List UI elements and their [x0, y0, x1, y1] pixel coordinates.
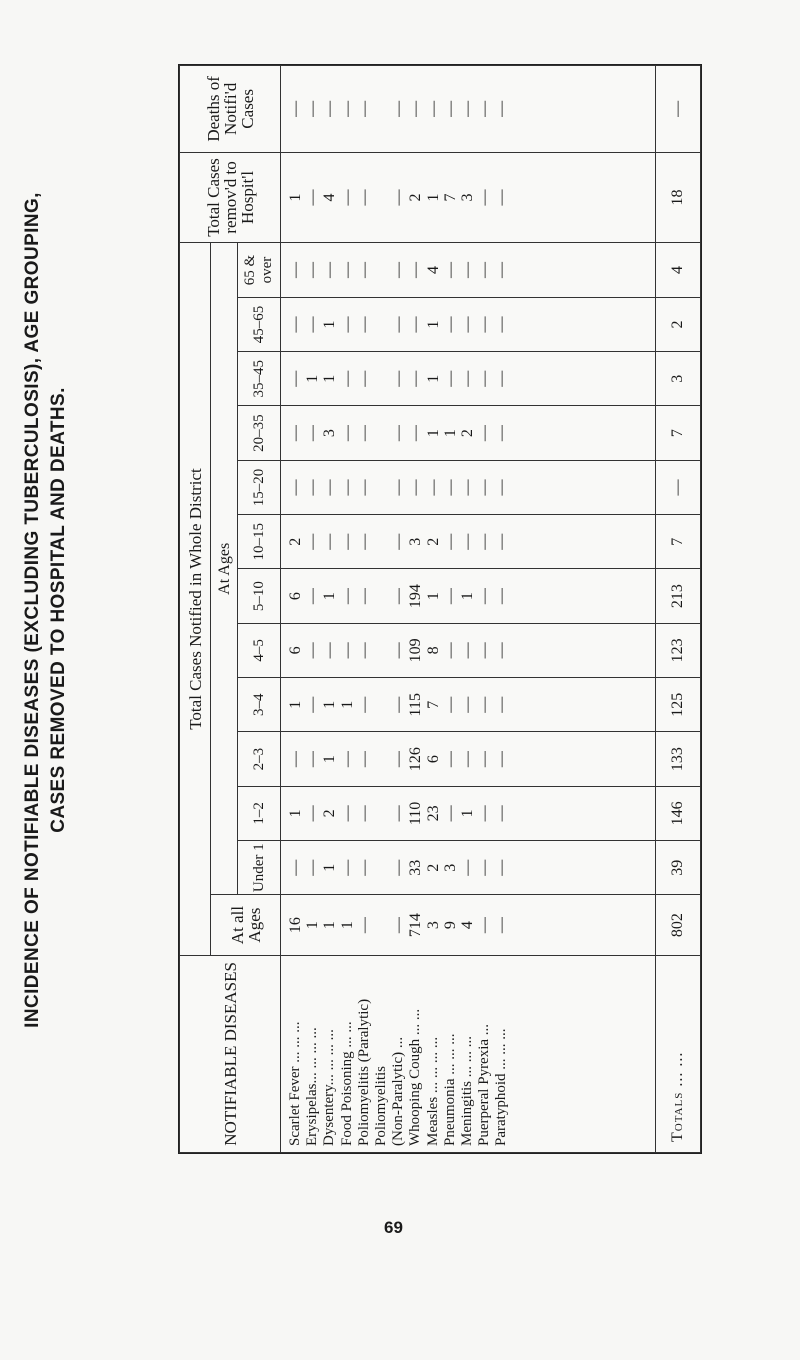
age-column-header: 20–35: [238, 406, 281, 460]
total-value: 3: [656, 352, 701, 406]
cell-value: 33: [407, 859, 425, 876]
total-value: 133: [656, 732, 701, 786]
cell-value: —: [476, 588, 494, 605]
header-removed-to-hospital: Total Cases remov'd to Hospit'l: [180, 152, 281, 243]
disease-name: Scarlet Fever ... ... ...: [287, 1021, 303, 1146]
cell-value: 1: [304, 921, 322, 930]
cell-value: 4: [321, 193, 339, 202]
cell-value: —: [458, 696, 476, 713]
cell-value: —: [338, 805, 356, 822]
disease-name: (Non-Paralytic) ...: [390, 1036, 407, 1146]
cell-value: —: [304, 262, 322, 279]
header-total-cases: Total Cases Notified in Whole District: [180, 243, 211, 956]
cell-value: —: [493, 100, 511, 117]
cell-value: 1: [321, 863, 339, 872]
value-column: [281, 678, 656, 732]
disease-name: Poliomyelitis (Paralytic): [355, 998, 372, 1146]
cell-value: —: [476, 316, 494, 333]
cell-value: —: [321, 642, 339, 659]
cell-value: —: [476, 751, 494, 768]
cell-value: —: [338, 370, 356, 387]
cell-value: —: [390, 533, 408, 550]
page-number: 69: [384, 1218, 403, 1237]
cell-value: 1: [321, 374, 339, 383]
cell-value: —: [407, 425, 425, 442]
cell-value: 1: [321, 700, 339, 709]
cell-value: —: [287, 100, 304, 117]
cell-value: —: [355, 859, 373, 876]
header-at-ages: At Ages: [211, 243, 238, 895]
cell-value: —: [476, 189, 494, 206]
cell-value: 4: [424, 266, 442, 275]
cell-value: —: [493, 917, 511, 934]
value-column: [281, 297, 656, 351]
cell-value: 1: [287, 700, 304, 709]
cell-value: 1: [424, 429, 442, 438]
cell-value: 1: [321, 592, 339, 601]
cell-value: —: [321, 479, 339, 496]
cell-value: —: [338, 100, 356, 117]
cell-value: —: [476, 425, 494, 442]
age-column-header: 10–15: [238, 515, 281, 569]
cell-value: —: [390, 479, 408, 496]
cell-value: —: [458, 533, 476, 550]
cell-value: —: [338, 642, 356, 659]
cell-value: 1: [287, 193, 304, 202]
cell-value: —: [458, 859, 476, 876]
disease-name: Puerperal Pyrexia ...: [476, 1023, 493, 1146]
cell-value: 3: [407, 537, 425, 546]
cell-value: 2: [287, 537, 304, 546]
cell-value: 1: [338, 921, 356, 930]
cell-value: —: [287, 425, 304, 442]
statistics-table-frame: [178, 64, 702, 1154]
cell-value: —: [338, 533, 356, 550]
cell-value: [373, 571, 390, 620]
cell-value: 3: [424, 921, 442, 930]
notifiable-diseases-table: [179, 65, 701, 1153]
cell-value: —: [355, 533, 373, 550]
cell-value: —: [441, 533, 459, 550]
cell-value: 1: [424, 320, 442, 329]
cell-value: 1: [321, 320, 339, 329]
value-column: [281, 243, 656, 298]
cell-value: —: [407, 262, 425, 279]
cell-value: —: [355, 479, 373, 496]
total-value: 213: [656, 569, 701, 623]
cell-value: —: [390, 262, 408, 279]
cell-value: —: [424, 100, 442, 117]
value-column: [281, 732, 656, 786]
cell-value: —: [355, 751, 373, 768]
cell-value: 3: [458, 193, 476, 202]
total-value: 123: [656, 623, 701, 677]
cell-value: —: [304, 588, 322, 605]
total-value: —: [656, 66, 701, 153]
cell-value: —: [476, 100, 494, 117]
cell-value: —: [441, 642, 459, 659]
cell-value: 110: [407, 801, 425, 826]
cell-value: —: [304, 100, 322, 117]
age-column-header: 5–10: [238, 569, 281, 623]
cell-value: —: [390, 751, 408, 768]
cell-value: —: [287, 751, 304, 768]
value-column: [281, 515, 656, 569]
cell-value: —: [338, 588, 356, 605]
disease-name: Measles ... ... ... ...: [424, 1036, 441, 1146]
age-column-header: 3–4: [238, 678, 281, 732]
cell-value: [373, 897, 390, 952]
cell-value: —: [493, 262, 511, 279]
total-value: 4: [656, 243, 701, 298]
cell-value: —: [321, 533, 339, 550]
cell-value: —: [493, 588, 511, 605]
cell-value: 3: [321, 429, 339, 438]
total-value: 2: [656, 297, 701, 351]
header-deaths: Deaths of Notifi'd Cases: [180, 66, 281, 153]
cell-value: —: [338, 859, 356, 876]
cell-value: —: [390, 642, 408, 659]
cell-value: —: [458, 262, 476, 279]
total-value: 146: [656, 786, 701, 840]
cell-value: [373, 626, 390, 675]
cell-value: —: [390, 316, 408, 333]
cell-value: [373, 155, 390, 241]
cell-value: 7: [441, 193, 459, 202]
cell-value: —: [407, 370, 425, 387]
cell-value: —: [338, 316, 356, 333]
cell-value: —: [441, 370, 459, 387]
cell-value: 194: [407, 584, 425, 609]
cell-value: —: [304, 696, 322, 713]
cell-value: 126: [407, 747, 425, 772]
cell-value: [373, 517, 390, 566]
age-column-header: Under 1: [238, 841, 281, 895]
value-column: [281, 460, 656, 514]
cell-value: —: [390, 917, 408, 934]
cell-value: 1: [321, 755, 339, 764]
cell-value: —: [407, 100, 425, 117]
cell-value: —: [458, 751, 476, 768]
cell-value: —: [355, 100, 373, 117]
cell-value: 6: [287, 592, 304, 601]
cell-value: [373, 300, 390, 349]
disease-name: Dysentery... ... ... ...: [321, 1029, 338, 1146]
cell-value: —: [493, 533, 511, 550]
cell-value: —: [493, 370, 511, 387]
title-line-2: CASES REMOVED TO HOSPITAL AND DEATHS.: [48, 387, 69, 833]
totals-label: Totals ... ...: [656, 955, 701, 1152]
cell-value: 115: [407, 693, 425, 717]
disease-name: Whooping Cough ... ...: [407, 1008, 424, 1146]
cell-value: —: [476, 805, 494, 822]
cell-value: [373, 408, 390, 457]
cell-value: —: [304, 751, 322, 768]
cell-value: 1: [424, 193, 442, 202]
value-column: [281, 352, 656, 406]
cell-value: —: [338, 751, 356, 768]
totals-row: [656, 66, 701, 1153]
cell-value: 1: [424, 374, 442, 383]
cell-value: —: [321, 262, 339, 279]
cell-value: —: [304, 859, 322, 876]
cell-value: 2: [424, 863, 442, 872]
cell-value: —: [304, 316, 322, 333]
page-title: [20, 60, 72, 1160]
cell-value: —: [287, 316, 304, 333]
total-value: 125: [656, 678, 701, 732]
cell-value: 1: [424, 592, 442, 601]
disease-name: Food Poisoning ... ...: [338, 1021, 355, 1146]
cell-value: —: [441, 316, 459, 333]
cell-value: —: [493, 316, 511, 333]
cell-value: —: [287, 859, 304, 876]
age-column-header: 2–3: [238, 732, 281, 786]
cell-value: —: [493, 189, 511, 206]
cell-value: —: [390, 189, 408, 206]
total-value: 7: [656, 515, 701, 569]
cell-value: 9: [441, 921, 459, 930]
value-column: [281, 569, 656, 623]
cell-value: —: [493, 696, 511, 713]
cell-value: —: [355, 696, 373, 713]
cell-value: —: [338, 262, 356, 279]
cell-value: —: [476, 262, 494, 279]
cell-value: —: [476, 642, 494, 659]
cell-value: 2: [407, 193, 425, 202]
cell-value: 1: [441, 429, 459, 438]
cell-value: 7: [424, 700, 442, 709]
cell-value: —: [407, 316, 425, 333]
cell-value: —: [355, 917, 373, 934]
cell-value: —: [287, 479, 304, 496]
total-value: 7: [656, 406, 701, 460]
cell-value: [373, 354, 390, 403]
value-column: [281, 152, 656, 243]
cell-value: —: [355, 262, 373, 279]
cell-value: —: [304, 805, 322, 822]
cell-value: 1: [458, 809, 476, 818]
cell-value: —: [441, 588, 459, 605]
cell-value: —: [390, 425, 408, 442]
cell-value: —: [458, 316, 476, 333]
age-column-header: 15–20: [238, 460, 281, 514]
cell-value: 2: [321, 809, 339, 818]
cell-value: —: [493, 805, 511, 822]
cell-value: —: [355, 370, 373, 387]
cell-value: —: [355, 189, 373, 206]
cell-value: —: [355, 316, 373, 333]
cell-value: —: [493, 642, 511, 659]
cell-value: —: [390, 805, 408, 822]
data-row: [281, 66, 656, 1153]
age-column-header: 65 & over: [238, 243, 281, 298]
age-column-header: 35–45: [238, 352, 281, 406]
cell-value: 1: [287, 809, 304, 818]
cell-value: —: [493, 751, 511, 768]
cell-value: 2: [424, 537, 442, 546]
cell-value: —: [493, 425, 511, 442]
cell-value: —: [390, 859, 408, 876]
cell-value: [373, 245, 390, 295]
cell-value: 16: [287, 917, 304, 934]
disease-names: [281, 955, 656, 1152]
cell-value: —: [476, 370, 494, 387]
disease-name: Pneumonia ... ... ...: [441, 1033, 458, 1146]
cell-value: —: [355, 642, 373, 659]
disease-name: Poliomyelitis: [372, 1065, 389, 1146]
total-value: —: [656, 460, 701, 514]
cell-value: —: [338, 189, 356, 206]
cell-value: [373, 68, 390, 150]
cell-value: —: [390, 100, 408, 117]
disease-name: Erysipelas... ... ... ...: [304, 1027, 321, 1146]
cell-value: —: [390, 696, 408, 713]
cell-value: —: [287, 262, 304, 279]
cell-value: 3: [441, 863, 459, 872]
cell-value: —: [355, 588, 373, 605]
cell-value: 109: [407, 638, 425, 663]
cell-value: —: [338, 479, 356, 496]
cell-value: 1: [304, 374, 322, 383]
cell-value: —: [441, 100, 459, 117]
cell-value: 8: [424, 646, 442, 655]
cell-value: 4: [458, 921, 476, 930]
total-value: 39: [656, 841, 701, 895]
cell-value: —: [304, 642, 322, 659]
title-line-1: INCIDENCE OF NOTIFIABLE DISEASES (EXCLUDING TUBERCULOSIS), AGE GROUPING,: [22, 192, 43, 1028]
cell-value: —: [390, 588, 408, 605]
cell-value: —: [441, 805, 459, 822]
cell-value: —: [458, 642, 476, 659]
cell-value: —: [476, 859, 494, 876]
total-value: 802: [656, 895, 701, 955]
value-column: [281, 406, 656, 460]
age-column-header: 4–5: [238, 623, 281, 677]
cell-value: [373, 843, 390, 892]
cell-value: —: [287, 370, 304, 387]
header-at-all-ages: At all Ages: [211, 895, 281, 955]
cell-value: —: [355, 425, 373, 442]
age-column-header: 1–2: [238, 786, 281, 840]
cell-value: —: [355, 805, 373, 822]
cell-value: —: [476, 479, 494, 496]
cell-value: —: [304, 479, 322, 496]
cell-value: —: [476, 696, 494, 713]
cell-value: [373, 789, 390, 838]
cell-value: [373, 463, 390, 512]
age-column-header: 45–65: [238, 297, 281, 351]
cell-value: [373, 680, 390, 729]
cell-value: 714: [407, 913, 425, 938]
cell-value: —: [304, 425, 322, 442]
cell-value: 1: [321, 921, 339, 930]
cell-value: 1: [338, 700, 356, 709]
cell-value: —: [476, 533, 494, 550]
value-column: [281, 66, 656, 153]
cell-value: —: [493, 859, 511, 876]
cell-value: —: [493, 479, 511, 496]
cell-value: —: [441, 479, 459, 496]
cell-value: 6: [424, 755, 442, 764]
cell-value: 23: [424, 805, 442, 822]
cell-value: —: [304, 533, 322, 550]
cell-value: —: [441, 751, 459, 768]
disease-name: Paratyphoid ... ... ...: [493, 1028, 510, 1146]
cell-value: —: [476, 917, 494, 934]
cell-value: 2: [458, 429, 476, 438]
value-column: [281, 895, 656, 955]
disease-name: Meningitis ... ... ...: [458, 1035, 475, 1146]
value-column: [281, 786, 656, 840]
cell-value: —: [407, 479, 425, 496]
value-column: [281, 841, 656, 895]
cell-value: —: [458, 479, 476, 496]
cell-value: —: [304, 189, 322, 206]
cell-value: [373, 734, 390, 783]
cell-value: —: [321, 100, 339, 117]
cell-value: —: [390, 370, 408, 387]
cell-value: —: [441, 696, 459, 713]
cell-value: —: [458, 370, 476, 387]
cell-value: —: [458, 100, 476, 117]
header-diseases: NOTIFIABLE DISEASES: [180, 955, 281, 1152]
cell-value: —: [441, 262, 459, 279]
cell-value: 6: [287, 646, 304, 655]
value-column: [281, 623, 656, 677]
cell-value: —: [424, 479, 442, 496]
cell-value: 1: [458, 592, 476, 601]
total-value: 18: [656, 152, 701, 243]
cell-value: —: [338, 425, 356, 442]
